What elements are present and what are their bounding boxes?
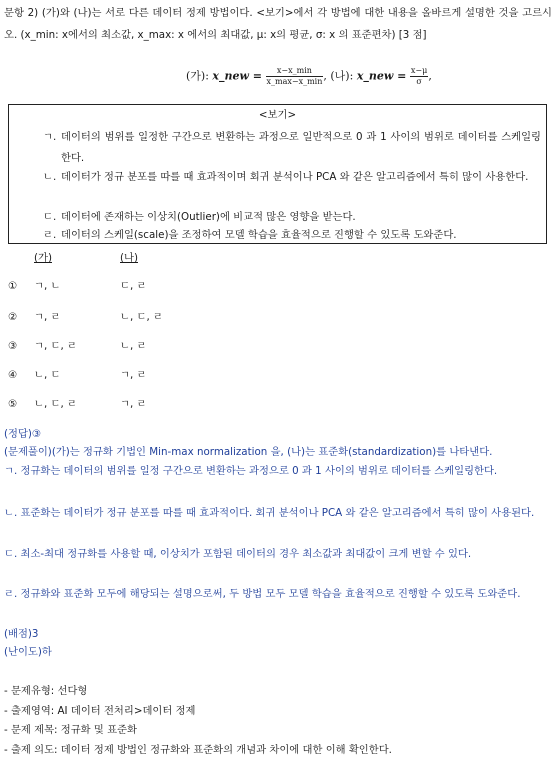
option-na: ㄴ, ㄹ (120, 340, 147, 352)
bogi-item-text: 데이터가 정규 분포를 따를 때 효과적이며 회귀 분석이나 PCA 와 같은 알고리즘에서 특히 많이 사용한다. (61, 171, 529, 183)
explanation-line: ㄴ. 표준화는 데이터가 정규 분포를 따를 때 효과적이다. 회귀 분석이나 PCA 와 같은 알고리즘에서 특히 많이 사용된다. (4, 507, 535, 519)
option-ga: ㄱ, ㄴ (34, 280, 61, 292)
question-text: 문항 2) (가)와 (나)는 서로 다른 데이터 정제 방법이다. <보기>에서 각 방법에 대한 내용을 올바르게 설명한 것을 고르시오. (x_min: x에서의 최소값, x_max: x 에서의 최대값, μ: x의 평균, σ: x 의 표준편차) [3 점] (4, 7, 552, 41)
option-na: ㄱ, ㄹ (120, 398, 147, 410)
option-number: ⑤ (8, 398, 18, 410)
bogi-item (43, 167, 541, 188)
answer-explanation: (문제풀이)(가)는 정규화 기법인 Min-max normalization 을, (나)는 표준화(standardization)를 나타낸다. (4, 446, 493, 458)
formula-ga-label: (가): (186, 69, 209, 83)
answer-option[interactable] (8, 368, 228, 386)
formula-ga-denominator: x_max−x_min (266, 77, 323, 86)
column-header-ga: (가) (34, 252, 52, 264)
option-na: ㄴ, ㄷ, ㄹ (120, 311, 163, 323)
option-ga: ㄱ, ㄷ, ㄹ (34, 340, 77, 352)
meta-line: - 문제 제목: 정규화 및 표준화 (4, 724, 137, 736)
bogi-title: <보기> (258, 109, 297, 121)
bogi-item-text: 데이터에 존재하는 이상치(Outlier)에 비교적 많은 영향을 받는다. (61, 211, 356, 223)
bogi-item-mark: ㄷ. (43, 211, 57, 223)
correct-answer: (정답)③ (4, 428, 42, 440)
bogi-box (8, 104, 547, 244)
option-number: ② (8, 311, 18, 323)
bogi-item-text: 데이터의 범위를 일정한 구간으로 변환하는 과정으로 일반적으로 0 과 1 사이의 범위로 데이터를 스케일링한다. (61, 131, 541, 164)
difficulty: (난이도)하 (4, 646, 52, 658)
meta-line: - 문제유형: 선다형 (4, 685, 88, 697)
bogi-item-text: 데이터의 스케일(scale)을 조정하여 모델 학습을 효율적으로 진행할 수 있도록 도와준다. (61, 229, 457, 241)
bogi-item-mark: ㄱ. (43, 131, 57, 143)
answer-option[interactable] (8, 279, 228, 297)
option-ga: ㄴ, ㄷ, ㄹ (34, 398, 77, 410)
explanation-line: ㄷ. 최소-최대 정규화를 사용할 때, 이상치가 포함된 데이터의 경우 최소값과 최대값이 크게 변할 수 있다. (4, 548, 472, 560)
formula-ga-numerator: x−x_min (266, 66, 324, 77)
formula-ga-fraction (266, 66, 324, 87)
answer-option[interactable] (8, 397, 228, 415)
formula-na-label: (나): (330, 69, 354, 83)
formula-end: , (428, 69, 432, 83)
option-number: ③ (8, 340, 18, 352)
formula-na-denominator: σ (416, 77, 422, 86)
option-na: ㄱ, ㄹ (120, 369, 147, 381)
option-na: ㄷ, ㄹ (120, 280, 147, 292)
formula-line (186, 66, 432, 87)
explanation-line: ㄹ. 정규화와 표준화 모두에 해당되는 설명으로써, 두 방법 모두 모델 학습을 효율적으로 진행할 수 있도록 도와준다. (4, 588, 521, 600)
option-ga: ㄴ, ㄷ (34, 369, 61, 381)
formula-sep: , (323, 69, 327, 83)
formula-ga-lhs: x_new = (212, 69, 262, 83)
answer-option[interactable] (8, 339, 228, 357)
score: (배점)3 (4, 628, 39, 640)
option-ga: ㄱ, ㄹ (34, 311, 61, 323)
answer-option[interactable] (8, 310, 228, 328)
bogi-item-mark: ㄹ. (43, 229, 57, 241)
explanation-line: ㄱ. 정규화는 데이터의 범위를 일정 구간으로 변환하는 과정으로 0 과 1 사이의 범위로 데이터를 스케일링한다. (4, 465, 498, 477)
option-number: ① (8, 280, 18, 292)
column-header-na: (나) (120, 252, 138, 264)
formula-na-numerator: x−μ (410, 66, 428, 75)
meta-line: - 출제 의도: 데이터 정제 방법인 정규화와 표준화의 개념과 차이에 대한 이해 확인한다. (4, 744, 392, 756)
formula-na-lhs: x_new = (356, 69, 407, 83)
meta-line: - 출제영역: AI 데이터 전처리>데이터 정제 (4, 705, 196, 717)
bogi-item (43, 225, 541, 246)
bogi-item (43, 127, 541, 168)
option-number: ④ (8, 369, 18, 381)
formula-na-fraction (410, 66, 428, 87)
bogi-item-mark: ㄴ. (43, 171, 57, 183)
